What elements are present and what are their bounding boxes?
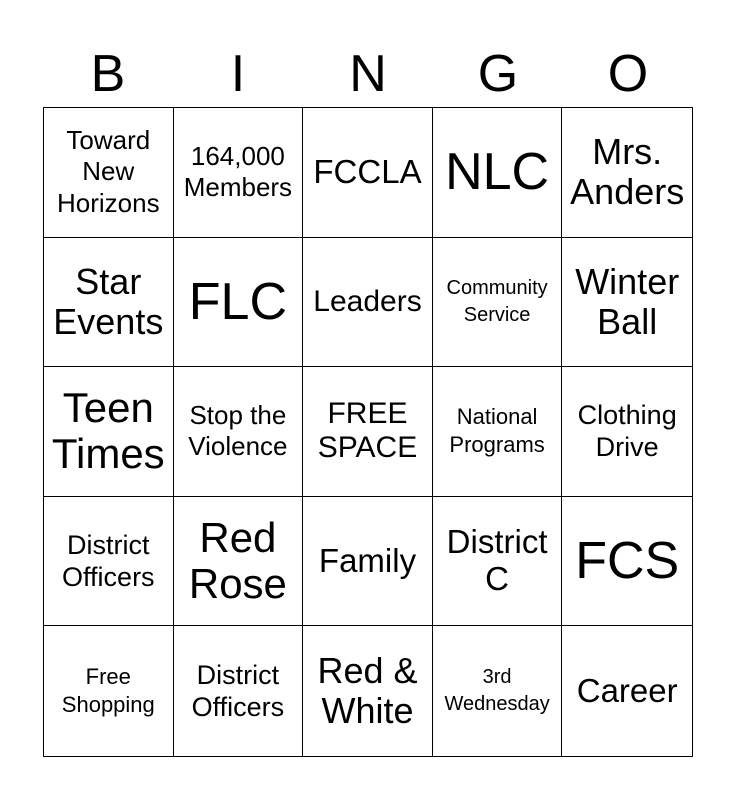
cell-text: District C (446, 523, 548, 598)
bingo-cell-r1-c2[interactable] (174, 108, 304, 238)
bingo-board (43, 107, 693, 757)
cell-text: District Officers (62, 529, 155, 593)
cell-text: Free Shopping (61, 663, 155, 718)
cell-text: Stop the Violence (188, 399, 288, 462)
bingo-cell-r3-c1[interactable] (44, 367, 174, 497)
bingo-cell-r1-c3[interactable] (303, 108, 433, 238)
bingo-cell-r2-c5[interactable] (562, 238, 692, 368)
cell-text: Winter Ball (575, 260, 680, 342)
bingo-cell-r3-c2[interactable] (174, 367, 304, 497)
cell-text: FCCLA (313, 152, 422, 190)
bingo-cell-r3-c4[interactable] (433, 367, 563, 497)
bingo-cell-r1-c1[interactable] (44, 108, 174, 238)
cell-text: Toward New Horizons (57, 124, 160, 219)
bingo-cell-r2-c2[interactable] (174, 238, 304, 368)
bingo-cell-r5-c4[interactable] (433, 626, 563, 756)
cell-text: District Officers (191, 659, 285, 723)
bingo-cell-r4-c5[interactable] (562, 497, 692, 627)
header-letter-n: N (349, 45, 387, 103)
cell-text: Teen Times (51, 384, 165, 478)
cell-text: Mrs. Anders (570, 130, 685, 213)
bingo-cell-r2-c4[interactable] (433, 238, 563, 368)
cell-text: NLC (445, 143, 550, 201)
bingo-cell-r5-c3[interactable] (303, 626, 433, 756)
bingo-cell-r5-c1[interactable] (44, 626, 174, 756)
cell-text: Red Rose (188, 513, 287, 608)
bingo-header (43, 42, 693, 106)
bingo-cell-r1-c5[interactable] (562, 108, 692, 238)
header-letter-g: G (477, 45, 519, 103)
cell-text: Career (576, 671, 678, 709)
bingo-cell-r5-c5[interactable] (562, 626, 692, 756)
header-letter-i: I (230, 45, 246, 103)
cell-text: 3rd Wednesday (444, 666, 550, 716)
bingo-cell-r4-c4[interactable] (433, 497, 563, 627)
cell-text: Clothing Drive (577, 400, 677, 463)
header-letter-b: B (90, 45, 126, 103)
cell-text: Family (318, 541, 417, 579)
cell-text: Community Service (446, 276, 548, 326)
bingo-cell-r4-c3[interactable] (303, 497, 433, 627)
bingo-cell-r1-c4[interactable] (433, 108, 563, 238)
cell-text: FLC (188, 272, 288, 331)
cell-text: FREE SPACE (317, 396, 418, 465)
cell-text: 164,000 Members (183, 140, 293, 203)
cell-text: Star Events (53, 260, 164, 342)
bingo-cell-r3-c5[interactable] (562, 367, 692, 497)
bingo-cell-free-space[interactable] (303, 367, 433, 497)
bingo-cell-r2-c3[interactable] (303, 238, 433, 368)
cell-text: National Programs (449, 403, 545, 458)
bingo-cell-r4-c1[interactable] (44, 497, 174, 627)
cell-text: FCS (575, 531, 680, 590)
cell-text: Red & White (317, 649, 418, 732)
cell-text: Leaders (313, 284, 422, 318)
bingo-cell-r5-c2[interactable] (174, 626, 304, 756)
bingo-cell-r4-c2[interactable] (174, 497, 304, 627)
bingo-cell-r2-c1[interactable] (44, 238, 174, 368)
header-letter-o: O (607, 45, 649, 103)
